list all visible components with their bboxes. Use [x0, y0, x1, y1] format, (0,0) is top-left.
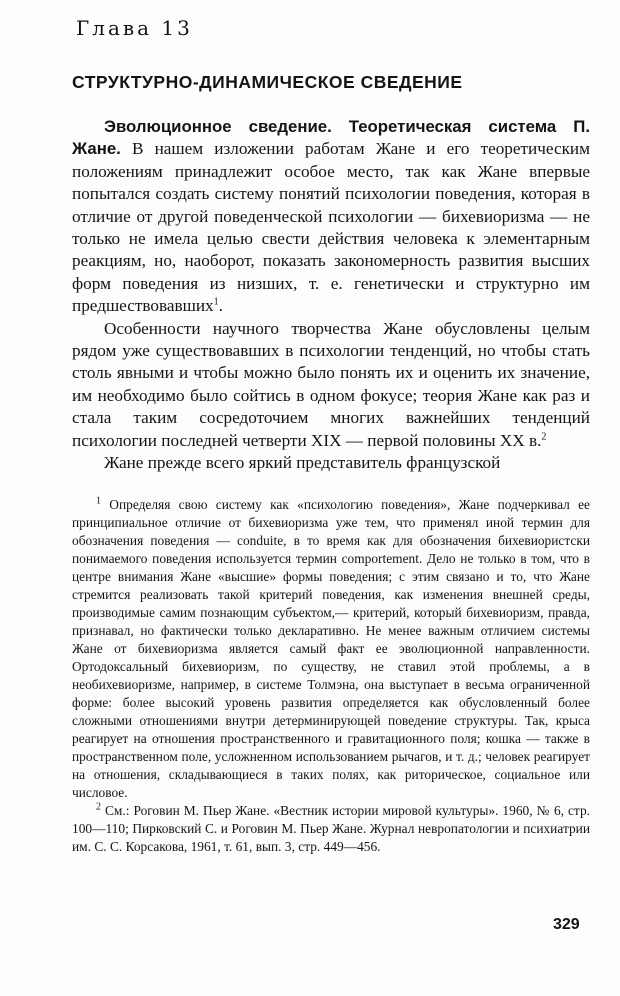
chapter-heading: Глава 13 — [76, 16, 193, 40]
footnote-ref-1[interactable]: 1 — [213, 296, 219, 308]
footnote-text: Определяя свою систему как «психологию поведения», Жане подчеркивал ее принципиальное отличие от бихевиоризма уже тем, что применял иной термин для обозначения поведения — conduite, в то время как для обозначения бихевиористски понимаемого поведения используется термин comportement. Дело не только в том, что в центре внимания Жане «высшие» формы поведения; с этим связано и то, что Жане стремится реализовать такой критерий поведения, как изменения внешней среды, производимые самим познающим субъектом,— критерий, который бихевиоризм, правда, признавал, но фактически только декларативно. Не менее важным отличием системы Жане от бихевиоризма является самый факт ее эволюционной направленности. Ортодоксальный бихевиоризм, по существу, не ставил этой проблемы, а в необихевиоризме, например, в системе Толмэна, она выступает в весьма ограниченной форме: более высокий уровень развития определяется как обусловленный более сложными отношениями внутри детерминирующей поведение структуры. Так, крыса реагирует на отношения пространственного и гравитационного поля; кошка — также в пространственном поле, усложненном использованием рычагов, и т. д.; человек реагирует на отношения, складывающиеся в таких полях, как риторическое, социальное или числовое. — [72, 497, 590, 800]
paragraph-text: В нашем изложении работам Жане и его теоретическим положениям принадлежит особое место, так как Жане впервые попытался создать систему понятий психологии поведения, которая в отличие от другой поведенческой психологии — бихевиоризма — не только не имела целью свести действия человека к элементарным реакциям, но, наоборот, показать закономерность развития высших форм поведения из низших, т. е. генетически и структурно им предшествовавших — [72, 139, 590, 316]
footnote-2 — [72, 802, 590, 856]
paragraph-1 — [72, 116, 590, 318]
paragraph-lead: Эволюционное сведение. Теоретическая система П. Жане. — [72, 117, 590, 159]
paragraph-end: . — [218, 296, 223, 316]
footnotes — [72, 496, 590, 856]
paragraph-text: Особенности научного творчества Жане обусловлены целым рядом уже существовавших в психологии тенденций, но чтобы стать столь явными и чтобы можно было понять их и оценить их значение, им необходимо было сойтись в одном фокусе; теория Жане как раз и стала таким сосредоточием многих важнейших тенденций психологии последней четверти XIX — первой половины XX в. — [72, 318, 590, 450]
footnote-marker: 2 — [96, 801, 101, 813]
footnote-ref-2[interactable]: 2 — [541, 430, 547, 442]
paragraph-text: Жане прежде всего яркий представитель французской — [104, 453, 501, 473]
paragraph-2 — [72, 318, 590, 452]
footnote-text: См.: Роговин М. Пьер Жане. «Вестник истории мировой культуры». 1960, № 6, стр. 100—110; Пирковский С. и Роговин М. Пьер Жане. Журнал невропатологии и психиатрии им. С. С. Корсакова, 1961, т. 61, вып. 3, стр. 449—456. — [72, 803, 590, 854]
footnote-1 — [72, 496, 590, 802]
main-text — [72, 116, 590, 475]
section-title: СТРУКТУРНО-ДИНАМИЧЕСКОЕ СВЕДЕНИЕ — [72, 72, 463, 92]
page-number: 329 — [553, 916, 580, 933]
footnote-marker: 1 — [96, 495, 101, 507]
paragraph-3 — [72, 452, 590, 474]
